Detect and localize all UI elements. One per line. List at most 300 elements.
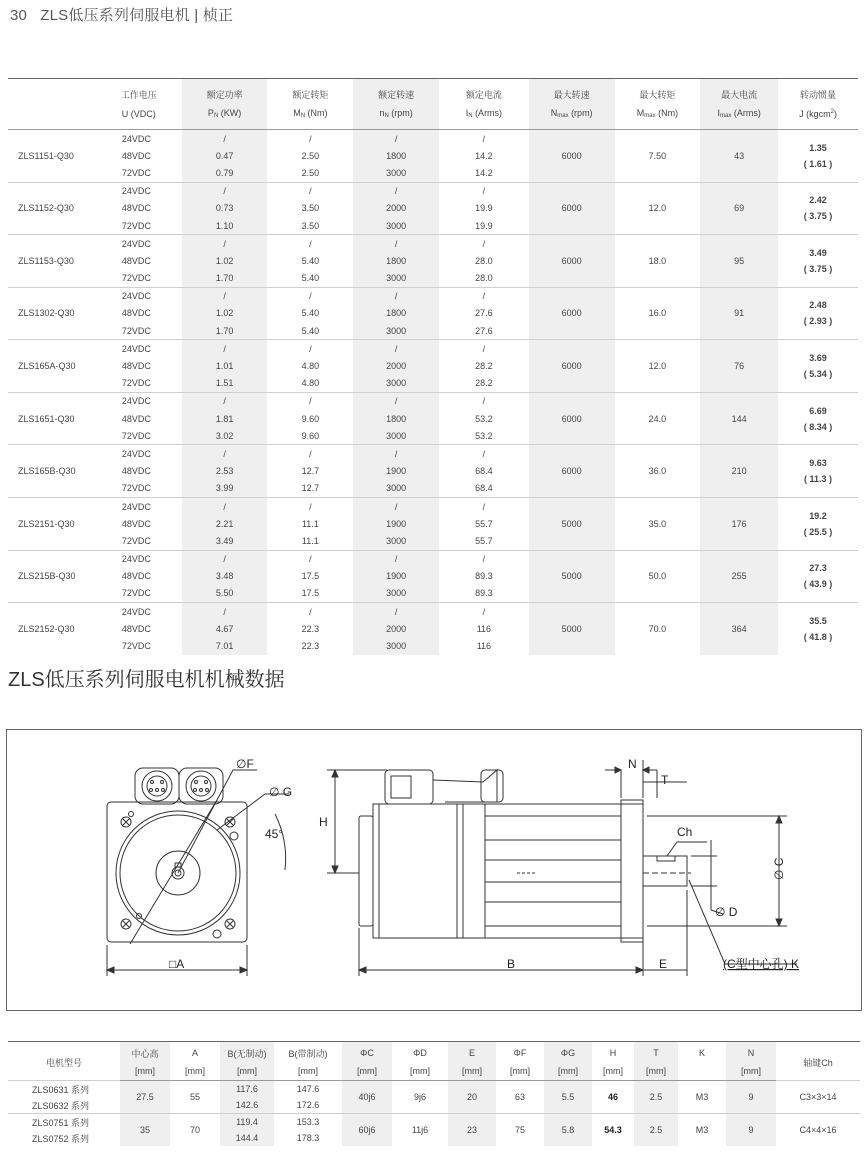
current-cell: 28.2 [475,378,493,389]
current-cell: / [439,497,529,515]
current-cell: 116 [476,623,492,634]
dim-header-unit: [mm] [170,1062,220,1081]
motor-model: ZLS215B-Q30 [8,550,96,603]
motor-model: ZLS165A-Q30 [8,340,96,393]
k-cell: M3 [678,1114,726,1147]
power-cell: 0.79 [182,164,268,182]
inertia-brake-value: ( 1.61 ) [803,158,833,169]
spec-header-row-2 [8,104,858,130]
torque-cell: 3.50 [301,220,320,231]
dim-header-title: ΦF [496,1042,544,1063]
power-cell: / [182,497,268,515]
motor-model: ZLS1151-Q30 [8,130,96,183]
current-cell: / [439,130,529,148]
voltage-cell: 72VDC [121,483,151,494]
current-cell: / [439,340,529,358]
spec-header-symbol: M [636,108,645,118]
current-cell: / [439,550,529,568]
power-cell: 1.10 [182,217,268,235]
voltage-cell: 24VDC [96,497,182,515]
inertia-brake-value: ( 5.34 ) [803,369,833,380]
current-cell: 14.2 [475,167,493,178]
power-cell: / [182,392,268,410]
max-speed-cell: 6000 [529,182,615,235]
max-speed-cell: 5000 [529,550,615,603]
spec-table-row [8,130,858,148]
voltage-cell: 72VDC [121,535,151,546]
key-cell: C4×4×16 [776,1114,860,1147]
t-cell: 2.5 [634,1114,678,1147]
speed-cell: 2000 [353,620,439,637]
current-cell: 27.6 [475,308,493,319]
label-phi-g: ∅ G [269,785,293,799]
max-torque-cell: 36.0 [615,445,701,498]
inertia-value: 1.35 [809,142,827,153]
current-cell: / [439,235,529,253]
speed-cell: / [353,182,439,200]
torque-cell: / [267,550,353,568]
e-cell: 20 [448,1081,496,1114]
h-cell: 46 [592,1081,634,1114]
dim-header-title: B(带制动) [274,1042,342,1063]
phi-f-leader [178,770,257,873]
voltage-cell: 24VDC [96,182,182,200]
spec-header-subscript: N [468,113,473,119]
voltage-cell: 24VDC [96,392,182,410]
n-cell: 9 [726,1114,776,1147]
motor-model: ZLS2152-Q30 [8,603,96,655]
dim-model-cell: ZLS0632 系列 [32,1100,90,1111]
inertia-cell [778,392,858,445]
dim-header-title: E [448,1042,496,1063]
dim-header-row-2 [8,1062,860,1081]
voltage-cell: 72VDC [121,273,151,284]
dim-header-unit: [mm] [726,1062,776,1081]
spec-table-row [8,287,858,305]
speed-cell: / [353,603,439,621]
key-cell: C3×3×14 [776,1081,860,1114]
dim-header-title: ΦD [392,1042,448,1063]
voltage-cell: 72VDC [121,430,151,441]
spec-header-symbol: I [717,108,721,118]
power-cell: 2.21 [182,515,268,532]
torque-cell: 4.80 [301,361,320,372]
voltage-cell: 24VDC [96,340,182,358]
phi-f-cell: 75 [496,1114,544,1147]
max-speed-cell: 6000 [529,392,615,445]
mechanical-data-title: ZLS低压系列伺服电机机械数据 [8,669,285,691]
voltage-cell: 72VDC [121,325,151,336]
angle-arc [275,814,286,870]
current-cell: 19.9 [475,220,493,231]
dim-header-title: T [634,1042,678,1063]
spec-table-header [8,79,858,130]
torque-cell: 11.1 [301,518,319,529]
label-b: B [507,957,516,971]
spec-table-row [8,550,858,568]
spec-header-superscript: 2 [830,108,834,115]
dim-header-title: A [170,1042,220,1063]
max-torque-cell: 24.0 [615,392,701,445]
torque-cell: / [267,392,353,410]
voltage-cell: 72VDC [121,588,151,599]
dim-model-cell: ZLS0752 系列 [32,1133,90,1144]
dim-header-row-1 [8,1042,860,1063]
spec-table-row [8,235,858,253]
torque-cell: 22.3 [301,641,320,652]
n-cell: 9 [726,1081,776,1114]
side-connector [385,770,503,804]
spec-header-title: 工作电压 [96,79,182,105]
max-current-cell: 364 [700,603,778,655]
dim-header-title: ΦC [342,1042,392,1063]
motor-dimension-drawing [6,729,862,1011]
power-cell: 1.02 [182,305,268,322]
max-speed-cell: 6000 [529,130,615,183]
power-cell: 5.50 [182,585,268,603]
power-cell: 1.81 [182,410,268,427]
max-torque-cell: 50.0 [615,550,701,603]
speed-cell: 3000 [353,375,439,393]
current-cell: / [439,445,529,463]
motor-drawing-svg [7,730,861,1010]
max-torque-cell: 70.0 [615,603,701,655]
max-speed-cell: 5000 [529,603,615,655]
spec-table-row [8,445,858,463]
current-cell: / [439,603,529,621]
inertia-cell [778,182,858,235]
dim-header-title: 电机型号 [8,1042,120,1081]
torque-cell: / [267,603,353,621]
voltage-cell: 48VDC [121,255,151,266]
motor-body [373,804,643,938]
t-cell: 2.5 [634,1081,678,1114]
max-current-cell: 144 [700,392,778,445]
dim-header-unit: [mm] [634,1062,678,1081]
torque-cell: 12.7 [301,466,320,477]
page-header-title: ZLS低压系列伺服电机 | 桢正 [40,7,234,24]
dim-header-unit: [mm] [220,1062,274,1081]
speed-cell: 1900 [353,568,439,585]
max-torque-cell: 18.0 [615,235,701,288]
voltage-cell: 48VDC [121,623,151,634]
spec-header-subscript: N [213,113,219,119]
a-cell: 55 [170,1081,220,1114]
max-speed-cell: 5000 [529,497,615,550]
spec-header-unit-text: (rpm) [388,108,413,118]
dim-h-line [327,770,387,873]
dim-header-unit: [mm] [392,1062,448,1081]
spec-header-unit [8,104,96,130]
max-current-cell: 95 [700,235,778,288]
dim-d-line [691,840,723,914]
current-cell: 68.4 [475,483,493,494]
spec-header-subscript: max [644,113,656,119]
max-speed-cell: 6000 [529,340,615,393]
speed-cell: 1800 [353,410,439,427]
voltage-cell: 24VDC [96,603,182,621]
inertia-brake-value: ( 25.5 ) [803,526,833,537]
spec-header-symbol: N [550,108,558,118]
speed-cell: 2000 [353,357,439,374]
speed-cell: 3000 [353,427,439,445]
e-cell: 23 [448,1114,496,1147]
spec-header-unit-text: (Arms) [731,108,761,118]
spec-header-symbol: M [293,108,301,118]
spec-header-unit-text: J (kgcm [799,108,831,119]
dim-header-unit: [mm] [274,1062,342,1081]
current-cell: 89.3 [475,588,493,599]
voltage-cell: 48VDC [121,308,151,319]
voltage-cell: 48VDC [121,361,151,372]
inertia-brake-value: ( 8.34 ) [803,421,833,432]
label-t: T [661,773,669,787]
max-speed-cell: 6000 [529,445,615,498]
spec-header-unit-text: (Arms) [472,108,503,118]
spec-header-title: 最大转矩 [615,79,701,105]
power-cell: 1.70 [182,270,268,288]
power-cell: 1.51 [182,375,268,393]
current-cell: 55.7 [475,518,493,529]
connectors [135,768,223,804]
spec-header-unit [529,104,615,130]
inertia-cell [778,235,858,288]
current-cell: / [439,392,529,410]
power-cell: 0.73 [182,200,268,217]
a-cell: 70 [170,1114,220,1147]
spec-header-unit-text: (Nm) [655,108,679,118]
dim-n-t-lines [605,760,687,798]
spec-table-row [8,340,858,358]
speed-cell: 1800 [353,305,439,322]
inertia-cell [778,603,858,655]
current-cell: 19.9 [475,203,493,214]
inertia-value: 9.63 [809,458,827,469]
max-torque-cell: 35.0 [615,497,701,550]
phi-c-cell: 60j6 [342,1114,392,1147]
torque-cell: / [267,182,353,200]
label-angle: 45° [265,827,284,841]
current-cell: 28.0 [475,273,493,284]
b-no-brake-cell: 119.4 [220,1114,274,1131]
phi-c-cell: 40j6 [342,1081,392,1114]
inertia-brake-value: ( 3.75 ) [803,263,833,274]
speed-cell: 3000 [353,585,439,603]
current-cell: 27.6 [475,325,493,336]
spec-table-row [8,182,858,200]
torque-cell: 5.40 [301,255,320,266]
b-no-brake-cell: 117.6 [220,1081,274,1098]
torque-cell: 17.5 [301,571,320,582]
voltage-cell: 24VDC [96,130,182,148]
spec-header-row-1 [8,79,858,105]
inertia-value: 27.3 [809,563,827,574]
b-brake-cell: 172.6 [296,1100,320,1110]
dim-header-unit: [mm] [120,1062,170,1081]
dim-header-unit: [mm] [592,1062,634,1081]
power-cell: / [182,340,268,358]
center-height-cell: 27.5 [120,1081,170,1114]
speed-cell: / [353,550,439,568]
h-cell: 54.3 [592,1114,634,1147]
page-header [10,4,233,25]
speed-cell: 3000 [353,270,439,288]
spec-header-title: 额定电流 [439,79,529,105]
inertia-cell [778,550,858,603]
inertia-cell [778,287,858,340]
ch-leader [667,842,707,856]
inertia-value: 2.42 [809,195,827,206]
spec-table-body [8,130,858,655]
label-phi-f: ∅F [236,757,254,771]
torque-cell: 22.3 [301,623,320,634]
dim-header-title: H [592,1042,634,1063]
voltage-cell: 72VDC [121,220,151,231]
power-cell: / [182,445,268,463]
torque-cell: / [267,130,353,148]
dim-header-unit [678,1062,726,1081]
power-cell: / [182,287,268,305]
power-cell: 3.02 [182,427,268,445]
spec-header-tail: ) [833,108,837,119]
power-cell: / [182,182,268,200]
spec-table-row [8,392,858,410]
voltage-cell: 24VDC [96,235,182,253]
power-cell: 2.53 [182,463,268,480]
torque-cell: / [267,497,353,515]
torque-cell: 4.80 [301,378,320,389]
spec-header-unit [700,104,778,130]
power-cell: / [182,130,268,148]
spec-header-subscript: N [384,113,389,119]
label-ch: Ch [677,825,693,839]
current-cell: / [439,287,529,305]
inertia-cell [778,497,858,550]
power-cell: / [182,603,268,621]
label-h: H [319,815,328,829]
speed-cell: 3000 [353,217,439,235]
power-cell: 3.99 [182,480,268,498]
spec-header-unit [182,104,268,130]
current-cell: 14.2 [475,150,493,161]
speed-cell: 1900 [353,463,439,480]
current-cell: 55.7 [475,535,493,546]
label-square-a: □A [169,957,185,971]
inertia-brake-value: ( 41.8 ) [803,631,833,642]
voltage-cell: 48VDC [121,150,151,161]
voltage-cell: 24VDC [96,445,182,463]
inertia-value: 6.69 [809,405,827,416]
phi-g-cell: 5.5 [544,1081,592,1114]
current-cell: 116 [476,641,492,652]
dim-table-row [8,1114,860,1131]
inertia-cell [778,340,858,393]
torque-cell: 9.60 [301,430,320,441]
k-cell: M3 [678,1081,726,1114]
dimension-table [8,1041,860,1146]
power-cell: 1.01 [182,357,268,374]
spec-table-row [8,603,858,621]
spec-header-unit-text: U (VDC) [121,108,156,119]
inertia-value: 3.69 [809,353,827,364]
spec-header-unit [439,104,529,130]
inertia-brake-value: ( 3.75 ) [803,211,833,222]
inertia-brake-value: ( 43.9 ) [803,579,833,590]
spec-header-title: 额定转速 [353,79,439,105]
dim-header-unit: [mm] [496,1062,544,1081]
label-phi-c: ∅ C [772,857,786,880]
b-brake-cell: 153.3 [274,1114,342,1131]
max-torque-cell: 7.50 [615,130,701,183]
current-cell: 53.2 [475,430,493,441]
motor-model: ZLS1302-Q30 [8,287,96,340]
spec-header-symbol: P [207,108,214,118]
label-phi-d: ∅ D [715,905,738,919]
inertia-brake-value: ( 11.3 ) [804,474,833,485]
speed-cell: 1800 [353,147,439,164]
torque-cell: / [267,235,353,253]
max-current-cell: 255 [700,550,778,603]
torque-cell: 2.50 [301,150,320,161]
b-no-brake-cell: 142.6 [220,1097,274,1114]
inertia-cell [778,130,858,183]
inertia-brake-value: ( 2.93 ) [803,316,833,327]
spec-header-subscript: max [557,113,569,119]
dim-table-row [8,1081,860,1098]
voltage-cell: 72VDC [121,167,151,178]
spec-header-unit [778,104,858,130]
dim-header-title: K [678,1042,726,1063]
spec-table-row [8,497,858,515]
dim-header-title: B(无制动) [220,1042,274,1063]
inertia-value: 35.5 [809,615,827,626]
dim-header-title: 轴键Ch [776,1042,860,1081]
voltage-cell: 48VDC [121,466,151,477]
speed-cell: 2000 [353,200,439,217]
spec-header-unit-text: (Nm) [305,108,328,118]
speed-cell: / [353,287,439,305]
spec-header-title: 最大电流 [700,79,778,105]
voltage-cell: 72VDC [121,641,151,652]
voltage-cell: 24VDC [96,287,182,305]
power-cell: 3.49 [182,532,268,550]
torque-cell: 3.50 [301,203,320,214]
rear-cap [359,816,373,926]
spec-header-unit [353,104,439,130]
torque-cell: 12.7 [301,483,320,494]
inertia-value: 19.2 [809,510,827,521]
dim-header-title: 中心高 [120,1042,170,1063]
spec-header-unit-text: (KW) [218,108,242,118]
max-current-cell: 210 [700,445,778,498]
speed-cell: 3000 [353,480,439,498]
voltage-cell: 48VDC [121,203,151,214]
dim-header-unit: [mm] [342,1062,392,1081]
speed-cell: 1900 [353,515,439,532]
spec-header-unit [96,104,182,130]
current-cell: 53.2 [475,413,493,424]
current-cell: / [439,182,529,200]
torque-cell: 9.60 [301,413,320,424]
power-cell: 3.48 [182,568,268,585]
phi-d-cell: 9j6 [392,1081,448,1114]
torque-cell: 5.40 [301,308,320,319]
power-cell: 1.02 [182,252,268,269]
current-cell: 89.3 [475,571,493,582]
spec-header-title: 额定功率 [182,79,268,105]
dim-model-cell: ZLS0631 系列 [8,1081,120,1098]
spec-header-unit [615,104,701,130]
